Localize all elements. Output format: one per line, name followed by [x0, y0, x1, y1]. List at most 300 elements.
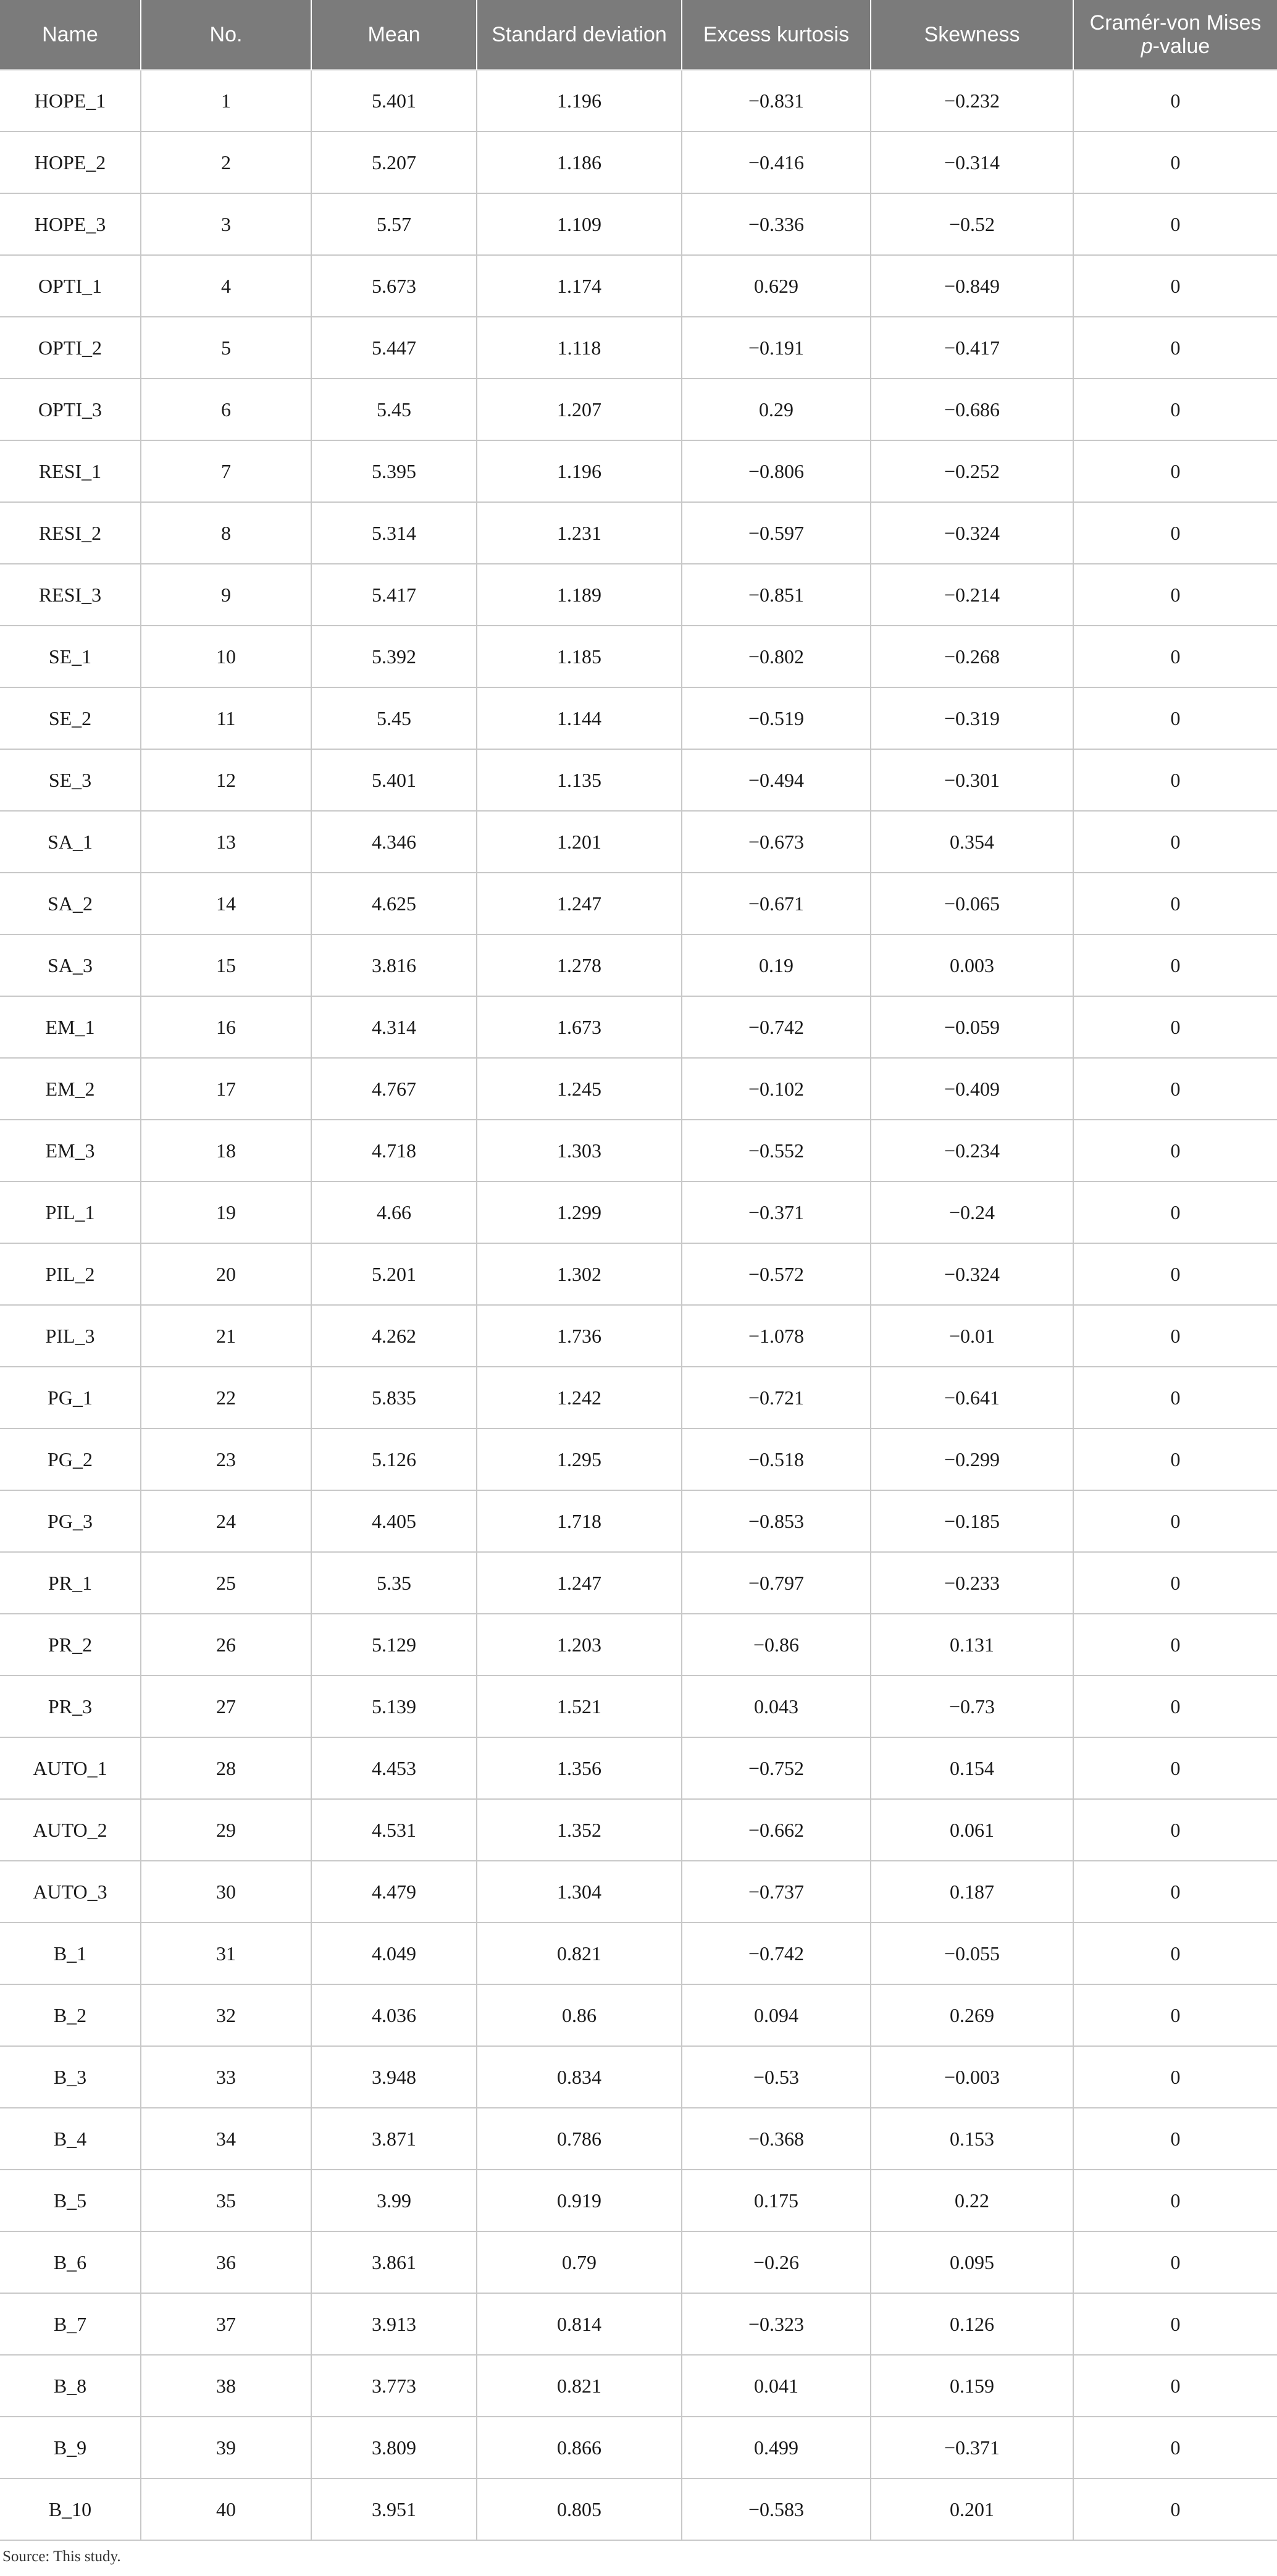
cell-standard-deviation: 0.86	[477, 1984, 682, 2046]
cell-cvm-p-value: 0	[1073, 1367, 1277, 1429]
table-row	[0, 317, 1277, 379]
cell-cvm-p-value: 0	[1073, 317, 1277, 379]
cell-no: 21	[141, 1305, 311, 1367]
cell-standard-deviation: 0.821	[477, 2355, 682, 2417]
cell-cvm-p-value: 0	[1073, 193, 1277, 255]
header-cvm-suffix: -value	[1152, 35, 1210, 58]
cell-excess-kurtosis: −0.831	[682, 70, 871, 132]
cell-standard-deviation: 1.242	[477, 1367, 682, 1429]
table-row	[0, 1305, 1277, 1367]
cell-standard-deviation: 1.201	[477, 811, 682, 873]
cell-name: OPTI_2	[0, 317, 141, 379]
cell-mean: 3.871	[311, 2108, 477, 2170]
cell-mean: 5.835	[311, 1367, 477, 1429]
cell-mean: 4.036	[311, 1984, 477, 2046]
cell-cvm-p-value: 0	[1073, 1243, 1277, 1305]
cell-mean: 4.66	[311, 1181, 477, 1243]
table-row	[0, 996, 1277, 1058]
cell-standard-deviation: 0.79	[477, 2231, 682, 2293]
cell-no: 22	[141, 1367, 311, 1429]
cell-cvm-p-value: 0	[1073, 2293, 1277, 2355]
cell-excess-kurtosis: 0.499	[682, 2417, 871, 2478]
table-row	[0, 1737, 1277, 1799]
cell-name: EM_2	[0, 1058, 141, 1120]
cell-cvm-p-value: 0	[1073, 440, 1277, 502]
header-excess-kurtosis: Excess kurtosis	[682, 0, 871, 70]
table-row	[0, 2355, 1277, 2417]
table-row	[0, 2293, 1277, 2355]
table-row	[0, 1367, 1277, 1429]
cell-cvm-p-value: 0	[1073, 1058, 1277, 1120]
cell-skewness: −0.234	[871, 1120, 1073, 1181]
table-row	[0, 2478, 1277, 2540]
cell-cvm-p-value: 0	[1073, 1120, 1277, 1181]
cell-standard-deviation: 1.736	[477, 1305, 682, 1367]
cell-cvm-p-value: 0	[1073, 255, 1277, 317]
cell-excess-kurtosis: −0.323	[682, 2293, 871, 2355]
cell-name: B_10	[0, 2478, 141, 2540]
cell-name: PR_1	[0, 1552, 141, 1614]
cell-excess-kurtosis: −0.721	[682, 1367, 871, 1429]
cell-mean: 4.405	[311, 1490, 477, 1552]
cell-skewness: −0.324	[871, 1243, 1073, 1305]
cell-skewness: −0.268	[871, 626, 1073, 687]
cell-excess-kurtosis: −0.368	[682, 2108, 871, 2170]
cell-cvm-p-value: 0	[1073, 1305, 1277, 1367]
cell-skewness: −0.301	[871, 749, 1073, 811]
cell-name: PIL_2	[0, 1243, 141, 1305]
cell-no: 16	[141, 996, 311, 1058]
cell-name: PR_3	[0, 1676, 141, 1737]
cell-no: 15	[141, 934, 311, 996]
cell-skewness: 0.22	[871, 2170, 1073, 2231]
cell-standard-deviation: 1.295	[477, 1429, 682, 1490]
cell-excess-kurtosis: −0.797	[682, 1552, 871, 1614]
cell-standard-deviation: 0.786	[477, 2108, 682, 2170]
cell-standard-deviation: 1.144	[477, 687, 682, 749]
cell-excess-kurtosis: 0.094	[682, 1984, 871, 2046]
cell-standard-deviation: 1.109	[477, 193, 682, 255]
cell-skewness: −0.409	[871, 1058, 1073, 1120]
cell-name: B_3	[0, 2046, 141, 2108]
cell-standard-deviation: 0.866	[477, 2417, 682, 2478]
cell-cvm-p-value: 0	[1073, 2355, 1277, 2417]
cell-standard-deviation: 1.174	[477, 255, 682, 317]
cell-mean: 3.809	[311, 2417, 477, 2478]
table-row	[0, 1799, 1277, 1861]
cell-mean: 5.57	[311, 193, 477, 255]
cell-skewness: −0.065	[871, 873, 1073, 934]
table-row	[0, 379, 1277, 440]
cell-no: 3	[141, 193, 311, 255]
cell-name: AUTO_3	[0, 1861, 141, 1923]
cell-mean: 5.207	[311, 132, 477, 193]
table-row	[0, 1923, 1277, 1984]
cell-mean: 5.392	[311, 626, 477, 687]
cell-no: 28	[141, 1737, 311, 1799]
cell-mean: 4.718	[311, 1120, 477, 1181]
cell-mean: 4.049	[311, 1923, 477, 1984]
cell-skewness: −0.324	[871, 502, 1073, 564]
cell-mean: 3.861	[311, 2231, 477, 2293]
cell-excess-kurtosis: −0.671	[682, 873, 871, 934]
cell-cvm-p-value: 0	[1073, 873, 1277, 934]
cell-no: 30	[141, 1861, 311, 1923]
cell-name: HOPE_2	[0, 132, 141, 193]
cell-standard-deviation: 1.352	[477, 1799, 682, 1861]
cell-excess-kurtosis: −0.86	[682, 1614, 871, 1676]
cell-name: SA_2	[0, 873, 141, 934]
cell-name: OPTI_3	[0, 379, 141, 440]
cell-name: RESI_2	[0, 502, 141, 564]
cell-skewness: −0.252	[871, 440, 1073, 502]
cell-cvm-p-value: 0	[1073, 1181, 1277, 1243]
cell-standard-deviation: 1.135	[477, 749, 682, 811]
cell-mean: 4.625	[311, 873, 477, 934]
cell-mean: 4.346	[311, 811, 477, 873]
cell-cvm-p-value: 0	[1073, 2170, 1277, 2231]
cell-excess-kurtosis: −0.494	[682, 749, 871, 811]
cell-name: B_7	[0, 2293, 141, 2355]
cell-standard-deviation: 1.247	[477, 1552, 682, 1614]
cell-cvm-p-value: 0	[1073, 1490, 1277, 1552]
cell-no: 23	[141, 1429, 311, 1490]
cell-cvm-p-value: 0	[1073, 1552, 1277, 1614]
cell-name: RESI_1	[0, 440, 141, 502]
cell-name: B_9	[0, 2417, 141, 2478]
cell-no: 19	[141, 1181, 311, 1243]
cell-excess-kurtosis: −0.597	[682, 502, 871, 564]
cell-cvm-p-value: 0	[1073, 996, 1277, 1058]
cell-name: PG_2	[0, 1429, 141, 1490]
header-cvm-p: p	[1141, 35, 1153, 58]
cell-skewness: −0.299	[871, 1429, 1073, 1490]
cell-no: 5	[141, 317, 311, 379]
cell-no: 8	[141, 502, 311, 564]
cell-excess-kurtosis: 0.29	[682, 379, 871, 440]
cell-no: 13	[141, 811, 311, 873]
cell-mean: 4.262	[311, 1305, 477, 1367]
table-body	[0, 70, 1277, 2540]
cell-skewness: 0.159	[871, 2355, 1073, 2417]
cell-standard-deviation: 1.304	[477, 1861, 682, 1923]
cell-mean: 4.531	[311, 1799, 477, 1861]
cell-skewness: −0.185	[871, 1490, 1073, 1552]
cell-no: 9	[141, 564, 311, 626]
cell-excess-kurtosis: 0.19	[682, 934, 871, 996]
cell-name: EM_3	[0, 1120, 141, 1181]
header-row	[0, 0, 1277, 70]
cell-no: 37	[141, 2293, 311, 2355]
cell-no: 32	[141, 1984, 311, 2046]
cell-mean: 5.447	[311, 317, 477, 379]
table-row	[0, 193, 1277, 255]
cell-standard-deviation: 1.118	[477, 317, 682, 379]
cell-no: 27	[141, 1676, 311, 1737]
cell-standard-deviation: 1.189	[477, 564, 682, 626]
cell-no: 20	[141, 1243, 311, 1305]
cell-name: SE_2	[0, 687, 141, 749]
cell-standard-deviation: 1.203	[477, 1614, 682, 1676]
cell-excess-kurtosis: −0.552	[682, 1120, 871, 1181]
table-row	[0, 2231, 1277, 2293]
table-row	[0, 626, 1277, 687]
table-row	[0, 2417, 1277, 2478]
cell-name: HOPE_3	[0, 193, 141, 255]
cell-standard-deviation: 0.821	[477, 1923, 682, 1984]
cell-name: SA_1	[0, 811, 141, 873]
table-row	[0, 1490, 1277, 1552]
cell-name: SE_1	[0, 626, 141, 687]
cell-excess-kurtosis: −0.673	[682, 811, 871, 873]
cell-no: 6	[141, 379, 311, 440]
cell-name: PG_1	[0, 1367, 141, 1429]
table-row	[0, 934, 1277, 996]
cell-excess-kurtosis: −0.742	[682, 1923, 871, 1984]
table-row	[0, 687, 1277, 749]
cell-name: PIL_3	[0, 1305, 141, 1367]
cell-standard-deviation: 1.185	[477, 626, 682, 687]
cell-skewness: 0.126	[871, 2293, 1073, 2355]
cell-skewness: −0.319	[871, 687, 1073, 749]
cell-standard-deviation: 1.302	[477, 1243, 682, 1305]
cell-standard-deviation: 0.834	[477, 2046, 682, 2108]
table-row	[0, 1552, 1277, 1614]
cell-standard-deviation: 1.247	[477, 873, 682, 934]
cell-cvm-p-value: 0	[1073, 811, 1277, 873]
cell-no: 35	[141, 2170, 311, 2231]
cell-excess-kurtosis: −0.737	[682, 1861, 871, 1923]
cell-cvm-p-value: 0	[1073, 2231, 1277, 2293]
cell-skewness: −0.641	[871, 1367, 1073, 1429]
table-row	[0, 502, 1277, 564]
cell-standard-deviation: 1.673	[477, 996, 682, 1058]
cell-excess-kurtosis: 0.175	[682, 2170, 871, 2231]
cell-no: 10	[141, 626, 311, 687]
cell-no: 33	[141, 2046, 311, 2108]
table-row	[0, 70, 1277, 132]
table-row	[0, 1676, 1277, 1737]
table-row	[0, 2108, 1277, 2170]
cell-name: SA_3	[0, 934, 141, 996]
cell-no: 24	[141, 1490, 311, 1552]
cell-standard-deviation: 1.207	[477, 379, 682, 440]
cell-name: PR_2	[0, 1614, 141, 1676]
table-row	[0, 2046, 1277, 2108]
cell-skewness: −0.214	[871, 564, 1073, 626]
table-row	[0, 873, 1277, 934]
cell-no: 7	[141, 440, 311, 502]
cell-cvm-p-value: 0	[1073, 379, 1277, 440]
cell-skewness: −0.003	[871, 2046, 1073, 2108]
cell-cvm-p-value: 0	[1073, 2046, 1277, 2108]
cell-skewness: −0.314	[871, 132, 1073, 193]
cell-mean: 3.948	[311, 2046, 477, 2108]
cell-no: 25	[141, 1552, 311, 1614]
cell-excess-kurtosis: −0.336	[682, 193, 871, 255]
cell-no: 29	[141, 1799, 311, 1861]
cell-skewness: −0.73	[871, 1676, 1073, 1737]
cell-excess-kurtosis: −0.806	[682, 440, 871, 502]
cell-excess-kurtosis: −0.191	[682, 317, 871, 379]
table-row	[0, 1861, 1277, 1923]
cell-standard-deviation: 1.245	[477, 1058, 682, 1120]
source-note: Source: This study.	[2, 2548, 121, 2565]
cell-mean: 4.479	[311, 1861, 477, 1923]
cell-mean: 5.401	[311, 70, 477, 132]
cell-mean: 5.673	[311, 255, 477, 317]
cell-skewness: 0.269	[871, 1984, 1073, 2046]
cell-name: AUTO_1	[0, 1737, 141, 1799]
cell-excess-kurtosis: −0.518	[682, 1429, 871, 1490]
cell-skewness: −0.52	[871, 193, 1073, 255]
table-row	[0, 1058, 1277, 1120]
cell-excess-kurtosis: 0.041	[682, 2355, 871, 2417]
cell-excess-kurtosis: −0.853	[682, 1490, 871, 1552]
table-row	[0, 811, 1277, 873]
cell-skewness: −0.055	[871, 1923, 1073, 1984]
cell-standard-deviation: 1.196	[477, 70, 682, 132]
header-mean: Mean	[311, 0, 477, 70]
cell-excess-kurtosis: 0.043	[682, 1676, 871, 1737]
cell-mean: 5.35	[311, 1552, 477, 1614]
cell-mean: 5.314	[311, 502, 477, 564]
cell-name: HOPE_1	[0, 70, 141, 132]
cell-name: OPTI_1	[0, 255, 141, 317]
cell-mean: 4.453	[311, 1737, 477, 1799]
header-cramer-von-mises	[1073, 0, 1277, 70]
cell-excess-kurtosis: 0.629	[682, 255, 871, 317]
cell-no: 31	[141, 1923, 311, 1984]
cell-cvm-p-value: 0	[1073, 2108, 1277, 2170]
cell-cvm-p-value: 0	[1073, 687, 1277, 749]
cell-cvm-p-value: 0	[1073, 1614, 1277, 1676]
cell-standard-deviation: 1.299	[477, 1181, 682, 1243]
cell-mean: 5.201	[311, 1243, 477, 1305]
cell-excess-kurtosis: −0.102	[682, 1058, 871, 1120]
cell-standard-deviation: 0.805	[477, 2478, 682, 2540]
cell-mean: 5.139	[311, 1676, 477, 1737]
cell-no: 26	[141, 1614, 311, 1676]
cell-excess-kurtosis: −0.519	[682, 687, 871, 749]
cell-cvm-p-value: 0	[1073, 1676, 1277, 1737]
cell-excess-kurtosis: −0.802	[682, 626, 871, 687]
table-row	[0, 749, 1277, 811]
cell-cvm-p-value: 0	[1073, 934, 1277, 996]
cell-skewness: 0.354	[871, 811, 1073, 873]
cell-standard-deviation: 1.356	[477, 1737, 682, 1799]
cell-skewness: −0.417	[871, 317, 1073, 379]
cell-excess-kurtosis: −0.416	[682, 132, 871, 193]
cell-mean: 3.951	[311, 2478, 477, 2540]
cell-mean: 5.395	[311, 440, 477, 502]
table-row	[0, 1984, 1277, 2046]
cell-skewness: 0.153	[871, 2108, 1073, 2170]
table-row	[0, 1614, 1277, 1676]
cell-cvm-p-value: 0	[1073, 2417, 1277, 2478]
cell-standard-deviation: 1.521	[477, 1676, 682, 1737]
table-header	[0, 0, 1277, 70]
cell-cvm-p-value: 0	[1073, 1429, 1277, 1490]
cell-excess-kurtosis: −0.662	[682, 1799, 871, 1861]
header-no: No.	[141, 0, 311, 70]
cell-skewness: −0.01	[871, 1305, 1073, 1367]
cell-name: PG_3	[0, 1490, 141, 1552]
cell-no: 12	[141, 749, 311, 811]
cell-cvm-p-value: 0	[1073, 1984, 1277, 2046]
cell-name: B_8	[0, 2355, 141, 2417]
cell-skewness: 0.061	[871, 1799, 1073, 1861]
cell-excess-kurtosis: −1.078	[682, 1305, 871, 1367]
cell-standard-deviation: 0.814	[477, 2293, 682, 2355]
cell-mean: 5.45	[311, 687, 477, 749]
cell-skewness: 0.201	[871, 2478, 1073, 2540]
cell-cvm-p-value: 0	[1073, 2478, 1277, 2540]
cell-no: 40	[141, 2478, 311, 2540]
cell-mean: 5.126	[311, 1429, 477, 1490]
cell-name: AUTO_2	[0, 1799, 141, 1861]
table-row	[0, 1120, 1277, 1181]
cell-skewness: −0.233	[871, 1552, 1073, 1614]
cell-mean: 4.767	[311, 1058, 477, 1120]
cell-name: B_4	[0, 2108, 141, 2170]
cell-skewness: 0.187	[871, 1861, 1073, 1923]
cell-no: 17	[141, 1058, 311, 1120]
cell-mean: 3.913	[311, 2293, 477, 2355]
cell-name: B_6	[0, 2231, 141, 2293]
cell-excess-kurtosis: −0.572	[682, 1243, 871, 1305]
cell-skewness: −0.059	[871, 996, 1073, 1058]
cell-excess-kurtosis: −0.752	[682, 1737, 871, 1799]
cell-standard-deviation: 1.186	[477, 132, 682, 193]
table-row	[0, 1429, 1277, 1490]
cell-skewness: 0.154	[871, 1737, 1073, 1799]
cell-excess-kurtosis: −0.583	[682, 2478, 871, 2540]
cell-excess-kurtosis: −0.26	[682, 2231, 871, 2293]
cell-cvm-p-value: 0	[1073, 749, 1277, 811]
cell-name: B_5	[0, 2170, 141, 2231]
table-row	[0, 1243, 1277, 1305]
cell-no: 36	[141, 2231, 311, 2293]
cell-cvm-p-value: 0	[1073, 1737, 1277, 1799]
table-row	[0, 2170, 1277, 2231]
cell-no: 18	[141, 1120, 311, 1181]
table-row	[0, 440, 1277, 502]
cell-skewness: −0.686	[871, 379, 1073, 440]
cell-cvm-p-value: 0	[1073, 132, 1277, 193]
cell-skewness: 0.131	[871, 1614, 1073, 1676]
cell-cvm-p-value: 0	[1073, 626, 1277, 687]
cell-cvm-p-value: 0	[1073, 502, 1277, 564]
cell-cvm-p-value: 0	[1073, 1799, 1277, 1861]
cell-standard-deviation: 1.196	[477, 440, 682, 502]
cell-skewness: −0.232	[871, 70, 1073, 132]
cell-name: B_1	[0, 1923, 141, 1984]
table-row	[0, 132, 1277, 193]
cell-no: 11	[141, 687, 311, 749]
cell-mean: 5.417	[311, 564, 477, 626]
cell-mean: 5.129	[311, 1614, 477, 1676]
cell-no: 34	[141, 2108, 311, 2170]
cell-no: 38	[141, 2355, 311, 2417]
cell-mean: 4.314	[311, 996, 477, 1058]
cell-excess-kurtosis: −0.742	[682, 996, 871, 1058]
cell-mean: 3.773	[311, 2355, 477, 2417]
cell-name: B_2	[0, 1984, 141, 2046]
cell-standard-deviation: 0.919	[477, 2170, 682, 2231]
cell-mean: 5.45	[311, 379, 477, 440]
cell-skewness: −0.371	[871, 2417, 1073, 2478]
